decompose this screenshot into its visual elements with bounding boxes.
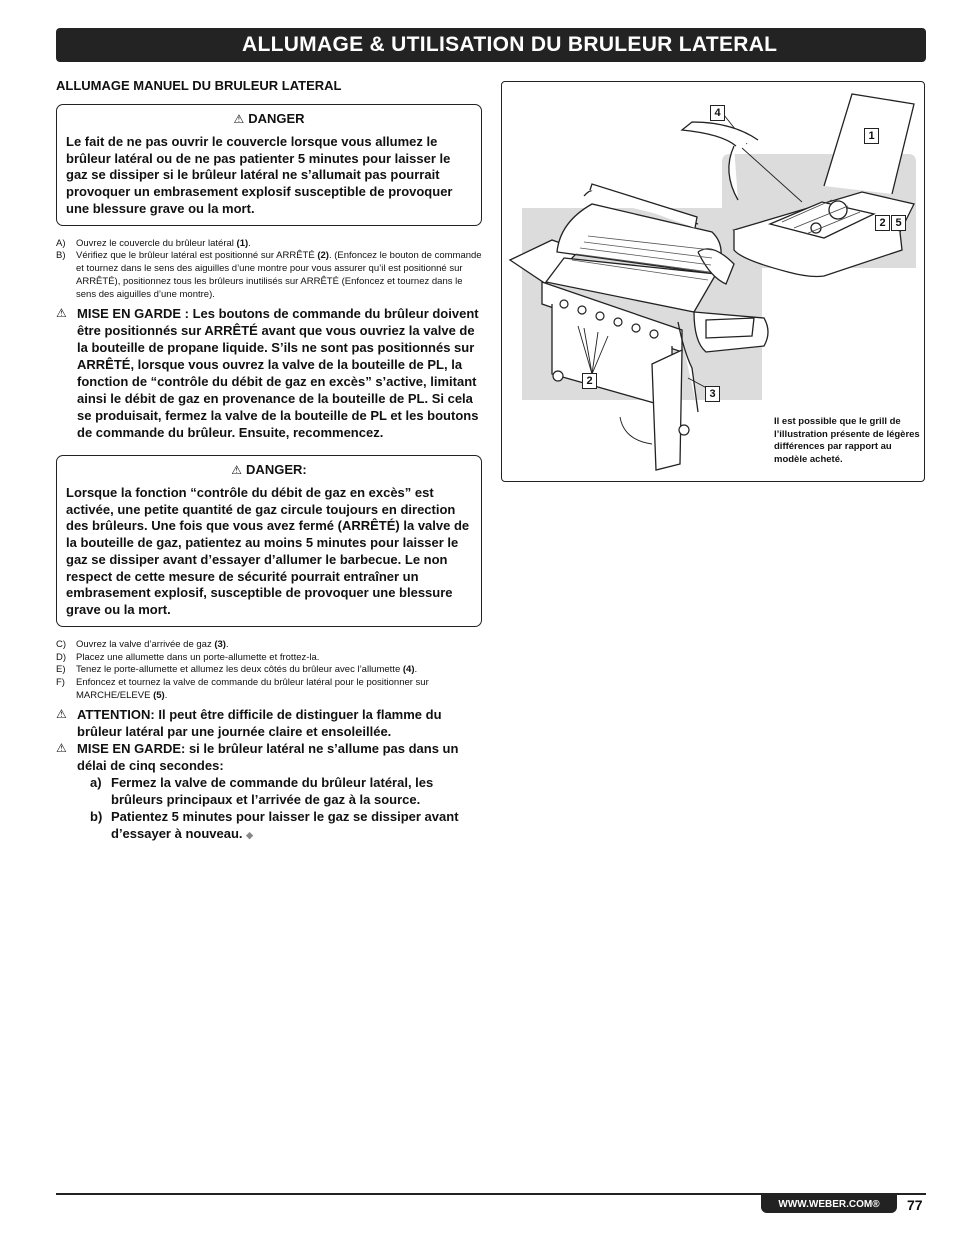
page-title-bar (56, 28, 926, 62)
callout-4: 4 (710, 105, 725, 121)
step-d (56, 652, 484, 665)
callout-1: 1 (864, 128, 879, 144)
danger-heading-2 (66, 462, 472, 477)
step-letter: B) (56, 250, 66, 262)
callout-3: 3 (705, 386, 720, 402)
warning-triangle-icon: ⚠ (233, 112, 245, 126)
footer-website: WWW.WEBER.COM® (761, 1195, 897, 1213)
item-text: Patientez 5 minutes pour laisser le gaz se dissiper avant d’essayer à nouveau. ◆ (111, 809, 459, 842)
danger-label: DANGER (248, 111, 305, 126)
step-letter: E) (56, 664, 66, 676)
danger-heading-1 (66, 111, 472, 126)
page-title: ALLUMAGE & UTILISATION DU BRULEUR LATERAL (242, 33, 778, 56)
item-letter: b) (90, 809, 103, 825)
step-text: Tenez le porte-allumette et allumez les deux côtés du brûleur avec l’allumette (4). (76, 664, 418, 676)
steps-list-2 (56, 639, 484, 704)
caution-block-2 (56, 740, 484, 774)
danger-text-1: Le fait de ne pas ouvrir le couvercle lorsque vous allumez le brûleur latéral ou de ne pas patienter 5 minutes pour laisser le gaz se dissiper si le brûleur latéral ne s’allumait pas pourrait provoquer un embrasement explosif susceptible de provoquer une blessure grave ou la mort. (66, 134, 453, 216)
grill-illustration-figure (501, 81, 925, 482)
item-text: Fermez la valve de commande du brûleur latéral, les brûleurs principaux et l’arrivée de gaz à la source. (111, 775, 434, 808)
warning-triangle-icon: ⚠ (231, 463, 243, 478)
caution-text-2: MISE EN GARDE: si le brûleur latéral ne s’allume pas dans un délai de cinq secondes: (77, 741, 459, 774)
danger-box-1 (56, 104, 482, 226)
step-letter: C) (56, 638, 67, 650)
section-subtitle: ALLUMAGE MANUEL DU BRULEUR LATERAL (56, 78, 342, 93)
step-c (56, 639, 484, 652)
end-diamond-icon: ◆ (246, 830, 254, 841)
step-f (56, 677, 484, 703)
step-text: Vérifiez que le brûleur latéral est positionné sur ARRÊTÉ (2). (Enfoncez le bouton de commande et tournez dans le sens des aiguilles d’une montre pour vous assurer qu’il est positionné sur ARRÊTÉ), positionnez tous les brûleurs inutilisés sur ARRÊTÉ (Enfoncez et tournez dans le sens des aiguilles d’une montre). (76, 250, 482, 301)
attention-text: ATTENTION: Il peut être difficile de distinguer la flamme du brûleur latéral par une journée claire et ensoleillée. (77, 707, 442, 740)
step-e (56, 664, 484, 677)
caution-block-1 (56, 305, 484, 441)
step-b (56, 250, 484, 302)
danger-label: DANGER: (246, 462, 307, 478)
caution-text-1: MISE EN GARDE : Les boutons de commande du brûleur doivent être positionnés sur ARRÊTÉ avant que vous ouvriez la valve de la bouteille de propane liquide. S’ils ne sont pas positionnés sur ARRÊTÉ, lorsque vous ouvrez la valve de la bouteille de PL, la fonction de “contrôle du débit de gaz en excès” s’active, limitant ainsi le débit de gaz en provenance de la bouteille de PL. Si cela se produisait, fermez la valve de la bouteille de PL et les boutons de commande du brûleur. Ensuite, recommencez. (77, 306, 479, 441)
callout-5: 5 (891, 215, 906, 231)
callout-2-side: 2 (875, 215, 890, 231)
step-text: Enfoncez et tournez la valve de commande du brûleur latéral pour le positionner sur MARCHE/ELEVE (5). (76, 677, 429, 702)
instructions-column (56, 78, 484, 844)
step-text: Placez une allumette dans un porte-allumette et frottez-la. (76, 651, 320, 663)
step-text: Ouvrez le couvercle du brûleur latéral (1). (76, 237, 251, 249)
step-letter: A) (56, 237, 66, 249)
danger-text-2: Lorsque la fonction “contrôle du débit de gaz en excès” est activée, une petite quantité de gaz circule toujours en direction des brûleurs. Une fois que vous avez fermé (ARRÊTÉ) la valve de la bouteille de gaz, patientez au moins 5 minutes pour laisser le gaz se dissiper avant d’essayer d’allumer le barbecue. Le non respect de cette mesure de sécurité pourrait entraîner un embrasement explosif, susceptible de provoquer une blessure grave ou la mort. (66, 485, 470, 617)
caution-item-b (56, 808, 484, 844)
page-number: 77 (907, 1197, 923, 1213)
item-letter: a) (90, 775, 102, 791)
danger-box-2 (56, 455, 482, 627)
warning-triangle-icon: ⚠ (56, 707, 67, 722)
attention-block (56, 706, 484, 740)
step-a (56, 238, 484, 251)
warning-triangle-icon: ⚠ (56, 306, 67, 321)
steps-list-1 (56, 238, 484, 303)
step-text: Ouvrez la valve d’arrivée de gaz (3). (76, 638, 229, 650)
warning-triangle-icon: ⚠ (56, 741, 67, 756)
figure-note: Il est possible que le grill de l’illustration présente de légères différences par rapport au modèle acheté. (774, 416, 920, 465)
step-letter: D) (56, 651, 67, 663)
step-letter: F) (56, 677, 65, 689)
callout-2: 2 (582, 373, 597, 389)
caution-item-a (56, 774, 484, 808)
